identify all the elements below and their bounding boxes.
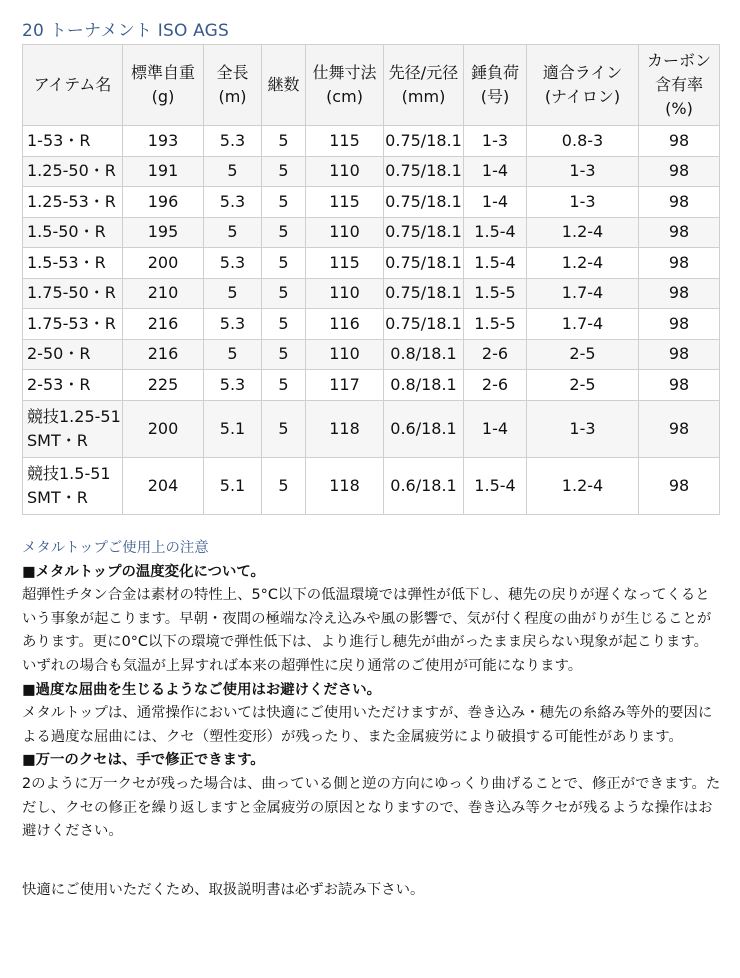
table-header-cell: カーボン 含有率 (%) <box>639 45 720 126</box>
table-cell: 5 <box>204 217 262 248</box>
table-cell: 0.75/18.1 <box>384 187 464 218</box>
table-cell: 5 <box>262 248 306 279</box>
table-cell: 98 <box>639 156 720 187</box>
table-cell: 5.3 <box>204 126 262 157</box>
table-row <box>23 400 720 457</box>
table-cell: 2-5 <box>527 339 639 370</box>
table-cell: 110 <box>306 217 384 248</box>
item-name-cell: 1.75-53・R <box>23 309 123 340</box>
table-cell: 5.3 <box>204 248 262 279</box>
table-cell: 98 <box>639 187 720 218</box>
table-cell: 5 <box>204 156 262 187</box>
table-row <box>23 309 720 340</box>
table-header-cell: 継数 <box>262 45 306 126</box>
notes-heading-repair: ■万一のクセは、手で修正できます。 <box>22 752 265 769</box>
table-cell: 117 <box>306 370 384 401</box>
table-cell: 1.5-5 <box>464 278 527 309</box>
table-cell: 5 <box>204 339 262 370</box>
item-name-cell: 競技1.25-51 SMT・R <box>23 400 123 457</box>
table-cell: 1.7-4 <box>527 309 639 340</box>
page-title: 20 トーナメント ISO AGS <box>22 21 230 41</box>
table-cell: 1-3 <box>464 126 527 157</box>
item-name-cell: 2-53・R <box>23 370 123 401</box>
item-name-cell: 2-50・R <box>23 339 123 370</box>
notes-heading-bending: ■過度な屈曲を生じるようなご使用はお避けください。 <box>22 681 381 698</box>
table-cell: 1-4 <box>464 187 527 218</box>
table-cell: 5 <box>262 187 306 218</box>
table-cell: 2-6 <box>464 339 527 370</box>
table-cell: 0.6/18.1 <box>384 457 464 514</box>
table-cell: 200 <box>123 400 204 457</box>
table-cell: 0.8/18.1 <box>384 370 464 401</box>
table-cell: 0.75/18.1 <box>384 126 464 157</box>
table-cell: 98 <box>639 457 720 514</box>
table-cell: 5 <box>262 126 306 157</box>
table-cell: 110 <box>306 339 384 370</box>
table-row <box>23 457 720 514</box>
table-body <box>23 126 720 515</box>
item-name-cell: 1-53・R <box>23 126 123 157</box>
table-header-cell: 先径/元径 (mm) <box>384 45 464 126</box>
table-cell: 225 <box>123 370 204 401</box>
table-cell: 5 <box>262 156 306 187</box>
table-header-cell: 錘負荷 (号) <box>464 45 527 126</box>
table-cell: 1-4 <box>464 400 527 457</box>
table-cell: 5.1 <box>204 400 262 457</box>
notes-section <box>22 537 722 902</box>
spec-table <box>22 44 720 515</box>
table-cell: 0.8-3 <box>527 126 639 157</box>
table-cell: 1.5-4 <box>464 217 527 248</box>
table-cell: 0.75/18.1 <box>384 248 464 279</box>
table-cell: 1.2-4 <box>527 248 639 279</box>
table-cell: 195 <box>123 217 204 248</box>
table-cell: 98 <box>639 309 720 340</box>
table-cell: 0.75/18.1 <box>384 156 464 187</box>
table-cell: 115 <box>306 187 384 218</box>
table-row <box>23 126 720 157</box>
table-cell: 1-4 <box>464 156 527 187</box>
table-cell: 0.75/18.1 <box>384 217 464 248</box>
table-cell: 1-3 <box>527 187 639 218</box>
table-cell: 1.7-4 <box>527 278 639 309</box>
table-cell: 98 <box>639 370 720 401</box>
table-cell: 5 <box>262 457 306 514</box>
table-cell: 98 <box>639 248 720 279</box>
table-header-cell: アイテム名 <box>23 45 123 126</box>
table-cell: 98 <box>639 217 720 248</box>
table-cell: 191 <box>123 156 204 187</box>
table-cell: 98 <box>639 400 720 457</box>
table-cell: 0.75/18.1 <box>384 309 464 340</box>
table-cell: 5.3 <box>204 187 262 218</box>
table-cell: 116 <box>306 309 384 340</box>
item-name-cell: 1.5-50・R <box>23 217 123 248</box>
table-cell: 193 <box>123 126 204 157</box>
table-cell: 0.6/18.1 <box>384 400 464 457</box>
table-header-row <box>23 45 720 126</box>
table-cell: 110 <box>306 156 384 187</box>
table-cell: 2-5 <box>527 370 639 401</box>
table-header-cell: 全長 (m) <box>204 45 262 126</box>
table-cell: 2-6 <box>464 370 527 401</box>
table-cell: 196 <box>123 187 204 218</box>
table-cell: 1-3 <box>527 156 639 187</box>
table-cell: 216 <box>123 339 204 370</box>
table-row <box>23 339 720 370</box>
table-cell: 98 <box>639 278 720 309</box>
table-row <box>23 187 720 218</box>
table-cell: 5 <box>262 339 306 370</box>
table-cell: 0.8/18.1 <box>384 339 464 370</box>
table-cell: 1.5-5 <box>464 309 527 340</box>
item-name-cell: 競技1.5-51 SMT・R <box>23 457 123 514</box>
table-cell: 1.5-4 <box>464 248 527 279</box>
table-cell: 115 <box>306 126 384 157</box>
item-name-cell: 1.25-53・R <box>23 187 123 218</box>
table-header-cell: 仕舞寸法 (cm) <box>306 45 384 126</box>
item-name-cell: 1.75-50・R <box>23 278 123 309</box>
table-cell: 5 <box>262 400 306 457</box>
table-row <box>23 370 720 401</box>
table-cell: 216 <box>123 309 204 340</box>
table-row <box>23 217 720 248</box>
table-cell: 5.3 <box>204 370 262 401</box>
item-name-cell: 1.25-50・R <box>23 156 123 187</box>
table-cell: 5 <box>262 370 306 401</box>
table-cell: 110 <box>306 278 384 309</box>
table-cell: 118 <box>306 457 384 514</box>
notes-body-bending: メタルトップは、通常操作においては快適にご使用いただけますが、巻き込み・穂先の糸絡み等外的要因による過度な屈曲には、クセ（塑性変形）が残ったり、また金属疲労により破損する可能性があります。 <box>22 705 713 745</box>
table-cell: 98 <box>639 339 720 370</box>
table-cell: 98 <box>639 126 720 157</box>
table-cell: 5.1 <box>204 457 262 514</box>
table-cell: 0.75/18.1 <box>384 278 464 309</box>
table-cell: 1-3 <box>527 400 639 457</box>
table-cell: 115 <box>306 248 384 279</box>
table-cell: 5.3 <box>204 309 262 340</box>
table-cell: 5 <box>262 309 306 340</box>
item-name-cell: 1.5-53・R <box>23 248 123 279</box>
table-cell: 1.5-4 <box>464 457 527 514</box>
table-cell: 210 <box>123 278 204 309</box>
notes-body-repair: 2のように万一クセが残った場合は、曲っている側と逆の方向にゆっくり曲げることで、修正ができます。ただし、クセの修正を繰り返しますと金属疲労の原因となりますので、巻き込み等クセが残るような操作はお避けください。 <box>22 775 721 840</box>
table-row <box>23 278 720 309</box>
notes-closing: 快適にご使用いただくため、取扱説明書は必ずお読み下さい。 <box>22 881 425 898</box>
table-cell: 200 <box>123 248 204 279</box>
table-cell: 1.2-4 <box>527 217 639 248</box>
table-header-cell: 適合ライン (ナイロン) <box>527 45 639 126</box>
table-cell: 118 <box>306 400 384 457</box>
table-header-cell: 標準自重 (g) <box>123 45 204 126</box>
table-cell: 204 <box>123 457 204 514</box>
table-cell: 5 <box>262 217 306 248</box>
table-cell: 5 <box>204 278 262 309</box>
notes-heading-temperature: ■メタルトップの温度変化について。 <box>22 563 265 580</box>
notes-subtitle: メタルトップご使用上の注意 <box>22 540 209 556</box>
notes-body-temperature: 超弾性チタン合金は素材の特性上、5°C以下の低温環境では弾性が低下し、穂先の戻りが遅くなってくるという事象が起こります。早朝・夜間の極端な冷え込みや風の影響で、気が付く程度の曲がりが生じることがあります。更に0°C以下の環境で弾性低下は、より進行し穂先が曲がったまま戻らない現象が起こります。いずれの場合も気温が上昇すれば本来の超弾性に戻り通常のご使用が可能になります。 <box>22 587 712 674</box>
table-cell: 5 <box>262 278 306 309</box>
table-row <box>23 248 720 279</box>
table-cell: 1.2-4 <box>527 457 639 514</box>
table-row <box>23 156 720 187</box>
